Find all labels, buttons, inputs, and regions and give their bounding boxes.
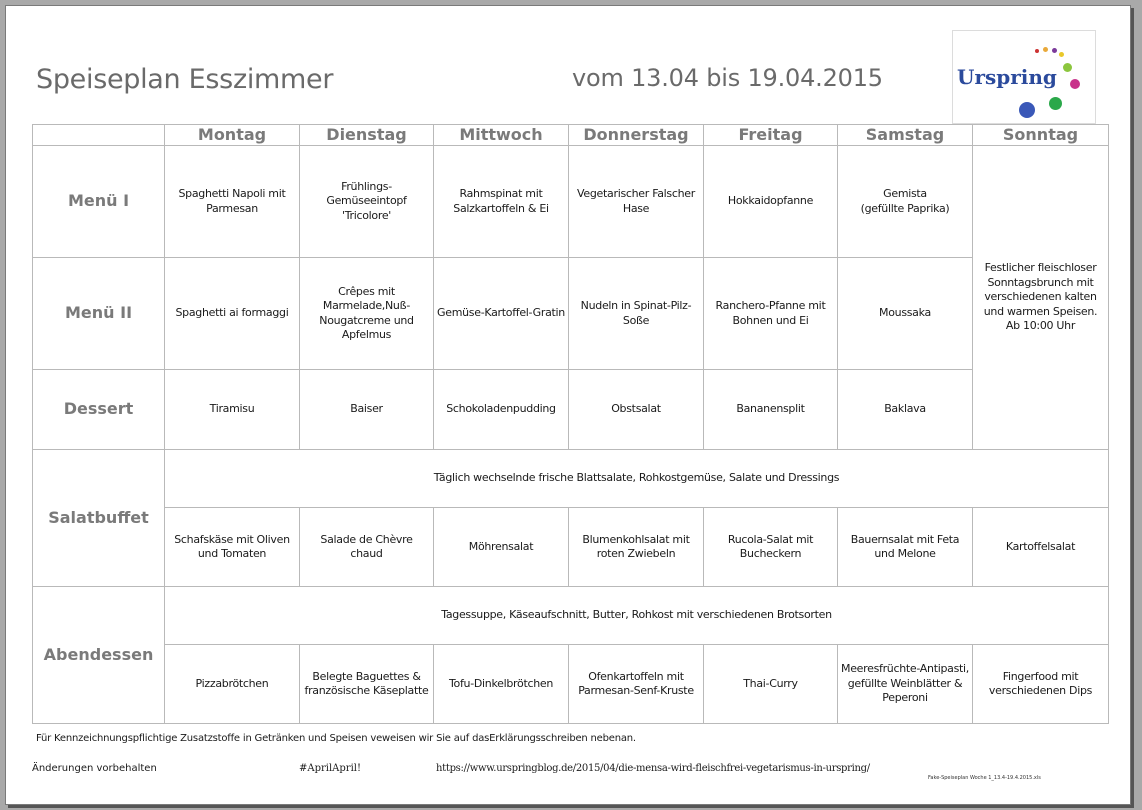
day-header: Dienstag: [300, 125, 434, 146]
page-title: Speiseplan Esszimmer: [36, 64, 334, 95]
dinner-daily-row: [33, 587, 1109, 645]
menu-cell: Crêpes mit Marmelade,Nuß-Nougatcreme und Apfelmus: [300, 258, 434, 370]
allergen-note: Für Kennzeichnungspflichtige Zusatzstoffe in Getränken und Speisen veweisen wir Sie auf dasErklärungsschreiben nebenan.: [36, 733, 636, 744]
row-label-menu2: Menü II: [33, 258, 165, 370]
menu-table: [32, 124, 1109, 724]
day-header-row: [33, 125, 1109, 146]
menu-cell: Bananensplit: [704, 370, 838, 450]
menu-cell: Meeresfrüchte-Antipasti, gefüllte Weinblätter & Peperoni: [838, 645, 973, 724]
menu-cell: Pizzabrötchen: [165, 645, 300, 724]
menu-cell: Frühlings-Gemüseeintopf 'Tricolore': [300, 146, 434, 258]
row-label-menu1: Menü I: [33, 146, 165, 258]
logo-dot-icon: [1070, 79, 1080, 89]
blog-url: https://www.urspringblog.de/2015/04/die-mensa-wird-fleischfrei-vegetarismus-in-urspring/: [436, 763, 870, 774]
urspring-logo: [952, 30, 1096, 124]
dinner-row: [33, 645, 1109, 724]
menu-cell: Kartoffelsalat: [973, 508, 1109, 587]
menu-cell: Ofenkartoffeln mit Parmesan-Senf-Kruste: [569, 645, 704, 724]
menu-cell: Nudeln in Spinat-Pilz-Soße: [569, 258, 704, 370]
sunday-brunch-cell: Festlicher fleischloser Sonntagsbrunch mit verschiedenen kalten und warmen Speisen. Ab 10:00 Uhr: [973, 146, 1109, 450]
menu-cell: Schafskäse mit Oliven und Tomaten: [165, 508, 300, 587]
day-header: Sonntag: [973, 125, 1109, 146]
menu-cell: Gemüse-Kartoffel-Gratin: [434, 258, 569, 370]
dinner-daily-cell: Tagessuppe, Käseaufschnitt, Butter, Rohkost mit verschiedenen Brotsorten: [165, 587, 1109, 645]
day-header: Montag: [165, 125, 300, 146]
menu-cell: Tofu-Dinkelbrötchen: [434, 645, 569, 724]
dessert-row: [33, 370, 1109, 450]
menu-cell: Tiramisu: [165, 370, 300, 450]
menu-cell: Salade de Chèvre chaud: [300, 508, 434, 587]
logo-text: Urspring: [957, 65, 1057, 89]
logo-dot-icon: [1035, 49, 1039, 53]
menu-cell: Spaghetti Napoli mit Parmesan: [165, 146, 300, 258]
hashtag: #AprilApril!: [299, 763, 361, 774]
day-header: Donnerstag: [569, 125, 704, 146]
row-label-salad: Salatbuffet: [33, 450, 165, 587]
menu-cell: Fingerfood mit verschiedenen Dips: [973, 645, 1109, 724]
menu-cell: Möhrensalat: [434, 508, 569, 587]
menu-cell: Rahmspinat mit Salzkartoffeln & Ei: [434, 146, 569, 258]
menu-cell: Rucola-Salat mit Bucheckern: [704, 508, 838, 587]
menu-cell: Ranchero-Pfanne mit Bohnen und Ei: [704, 258, 838, 370]
row-label-dinner: Abendessen: [33, 587, 165, 724]
menu-cell: Thai-Curry: [704, 645, 838, 724]
menu-cell: Hokkaidopfanne: [704, 146, 838, 258]
menu-cell: Obstsalat: [569, 370, 704, 450]
menu2-row: [33, 258, 1109, 370]
file-name: Fake-Speiseplan Woche 1_13.4-19.4.2015.xls: [928, 775, 1041, 781]
menu-cell: Baiser: [300, 370, 434, 450]
menu-cell: Schokoladenpudding: [434, 370, 569, 450]
logo-dot-icon: [1063, 63, 1072, 72]
corner-cell: [33, 125, 165, 146]
menu-cell: Gemista (gefüllte Paprika): [838, 146, 973, 258]
menu-cell: Spaghetti ai formaggi: [165, 258, 300, 370]
date-range: vom 13.04 bis 19.04.2015: [572, 64, 883, 92]
changes-note: Änderungen vorbehalten: [32, 763, 157, 774]
logo-dot-icon: [1052, 48, 1057, 53]
logo-dot-icon: [1043, 47, 1048, 52]
salad-daily-cell: Täglich wechselnde frische Blattsalate, Rohkostgemüse, Salate und Dressings: [165, 450, 1109, 508]
menu-cell: Belegte Baguettes & französische Käseplatte: [300, 645, 434, 724]
menu-cell: Moussaka: [838, 258, 973, 370]
menu-cell: Vegetarischer Falscher Hase: [569, 146, 704, 258]
day-header: Freitag: [704, 125, 838, 146]
logo-dot-icon: [1059, 52, 1064, 57]
menu-cell: Baklava: [838, 370, 973, 450]
menu-cell: Blumenkohlsalat mit roten Zwiebeln: [569, 508, 704, 587]
logo-dot-icon: [1049, 97, 1062, 110]
salad-row: [33, 508, 1109, 587]
row-label-dessert: Dessert: [33, 370, 165, 450]
menu-cell: Bauernsalat mit Feta und Melone: [838, 508, 973, 587]
menu1-row: [33, 146, 1109, 258]
logo-dot-icon: [1019, 102, 1035, 118]
day-header: Samstag: [838, 125, 973, 146]
menu-sheet: [5, 5, 1131, 805]
day-header: Mittwoch: [434, 125, 569, 146]
salad-daily-row: [33, 450, 1109, 508]
